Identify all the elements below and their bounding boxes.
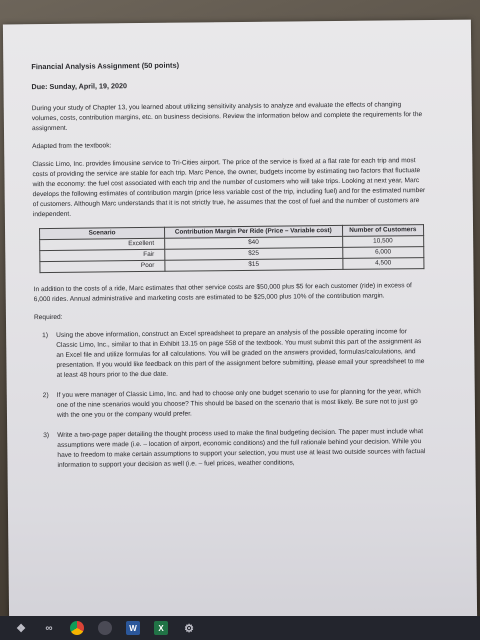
app-circle-icon[interactable] bbox=[98, 621, 112, 635]
requirement-item bbox=[35, 427, 430, 471]
scenario-table bbox=[39, 224, 424, 273]
case-paragraph: Classic Limo, Inc. provides limousine service to Tri-Cities airport. The price of the service is fixed at a flat rate for each trip and most costs of providing the service are stable for each trip. Marc Pence, the owner, budgets income by estimating two factors that fluctuate with the economy: the fuel cost associated with each trip and the number of customers who will take trips. Looking at next year, Marc develops the following estimates of contribution margin (price less variable cost of the trip, including fuel) and for the estimated number of customers. Although Marc understands that it is not strictly true, he assumes that the cost of fuel and the number of customers are independent. bbox=[32, 157, 426, 219]
requirement-number: 3) bbox=[43, 432, 50, 440]
document-title: Financial Analysis Assignment (50 points) bbox=[31, 60, 180, 72]
requirement-item bbox=[34, 327, 430, 381]
link-icon[interactable]: ∞ bbox=[45, 622, 53, 634]
cell-scenario: Poor bbox=[40, 260, 165, 272]
paper-sheet bbox=[3, 20, 477, 623]
cell-margin: $15 bbox=[165, 258, 343, 271]
requirement-text: Write a two-page paper detailing the thought process used to make the final budgeting decision. The paper must include what assumptions were made (i.e. – location of airport, economic conditions) and the full rationale behind your decision. While you have to freedom to make certain assumptions to support your selection, you must use at least two outside sources with factual information to support your decision as well (i.e. – fuel prices, weather conditions, bbox=[57, 428, 426, 469]
costs-paragraph: In addition to the costs of a ride, Marc estimates that other service costs are $50,000 plus $5 for each customer (ride) in excess of 6,000 rides. Annual administrative and marketing costs are estimated to be $25,000 plus 10% of the contribution margin. bbox=[33, 282, 412, 304]
settings-gear-icon[interactable]: ⚙ bbox=[184, 622, 194, 635]
cell-margin: $40 bbox=[165, 236, 343, 249]
requirement-text: If you were manager of Classic Limo, Inc. and had to choose only one budget scenario to use for planning for the year, which one of the nine scenarios would you choose? This should be based on the scenario that is most likely. Be sure not to just go with the one you or the company would prefer. bbox=[56, 388, 421, 419]
cell-customers: 10,500 bbox=[342, 236, 424, 248]
intro-paragraph: During your study of Chapter 13, you learned about utilizing sensitivity analysis to analyze and evaluate the effects of changing volumes, costs, contribution margins, etc. on business decisions. Review the information below and complete the requirements for the assignment. bbox=[31, 101, 423, 133]
adapted-note: Adapted from the textbook: bbox=[32, 142, 112, 151]
requirement-number: 1) bbox=[42, 332, 49, 340]
document-content bbox=[31, 58, 430, 481]
taskbar bbox=[0, 616, 480, 640]
cell-margin: $25 bbox=[165, 247, 343, 260]
header-margin: Contribution Margin Per Ride (Price – Variable cost) bbox=[165, 225, 343, 238]
chrome-icon[interactable] bbox=[70, 621, 84, 635]
due-date: Due: Sunday, April, 19, 2020 bbox=[31, 81, 128, 92]
requirement-text: Using the above information, construct an Excel spreadsheet to prepare an analysis of the possible operating income for Classic Limo, Inc., similar to that in Exhibit 13.15 on page 558 of the textbook. You must submit this part of the assignment as an Excel file and utilize formulas for all calculations. You will be graded on the answers provided, formulas/calculations, and presentation. If you would like feedback on this part of the assignment before submitting, please email your spreadsheet to me at least 48 hours prior to the due date. bbox=[56, 328, 425, 379]
requirement-number: 2) bbox=[42, 392, 49, 400]
cell-scenario: Excellent bbox=[40, 238, 165, 250]
header-customers: Number of Customers bbox=[342, 225, 424, 237]
requirement-item bbox=[35, 387, 430, 421]
required-label: Required: bbox=[33, 313, 63, 322]
word-icon[interactable]: W bbox=[126, 621, 140, 635]
cell-customers: 6,000 bbox=[342, 247, 424, 259]
excel-icon[interactable]: X bbox=[154, 621, 168, 635]
cell-scenario: Fair bbox=[40, 249, 165, 261]
cell-customers: 4,500 bbox=[342, 258, 424, 270]
header-scenario: Scenario bbox=[40, 227, 165, 239]
windows-start-icon[interactable]: ❖ bbox=[16, 622, 26, 635]
